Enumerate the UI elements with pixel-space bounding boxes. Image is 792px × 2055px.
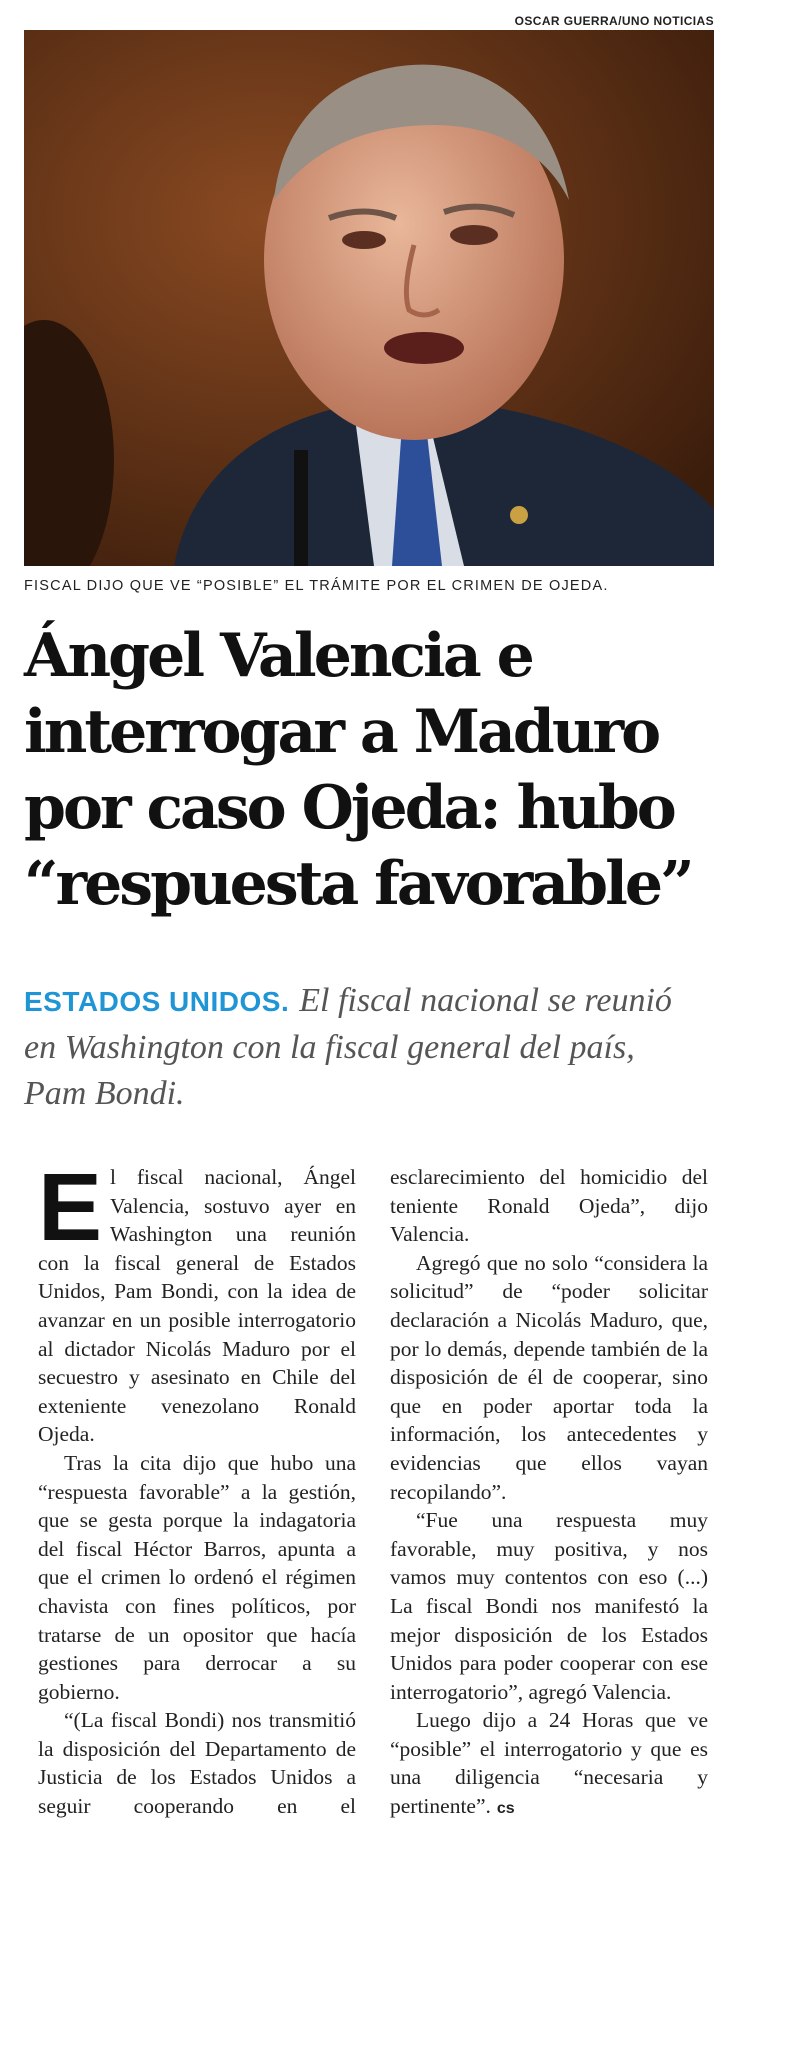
end-mark-icon: cs	[496, 1800, 515, 1818]
lede-text: El fiscal nacional se reunió en Washington con la fiscal general del país, Pam Bondi.	[24, 982, 672, 1112]
paragraph-text: Luego dijo a 24 Horas que ve “posible” el interrogatorio y que es una diligencia “necesaria y pertinente”.	[390, 1708, 708, 1819]
headline-line: Ángel Valencia e	[24, 621, 532, 691]
headline-line: por caso Ojeda: hubo	[24, 773, 674, 843]
article-paragraph: Agregó que no solo “considera la solicitud” de “poder solicitar declaración a Nicolás Maduro, que, por lo demás, depende también de la disposición de él de cooperar, sino que en poder aportar toda la información, los antecedentes y evidencias que ellos vayan recopilando”.	[390, 1250, 708, 1504]
article-paragraph: “Fue una respuesta muy favorable, muy positiva, y nos vamos muy contentos con eso (...) La fiscal Bondi nos manifestó la mejor disposición de los Estados Unidos para poder cooperar con ese interrogatorio”, agregó Valencia.	[390, 1508, 708, 1704]
article-paragraph: “(La fiscal Bondi) nos transmitió la disposición del Departamento de Justicia de los Estados Unidos a seguir cooperando en el esclarecimiento del homicidio del teniente Ronald Ojeda”, dijo Valencia.	[38, 1165, 708, 1819]
portrait-illustration	[24, 30, 714, 566]
headline-line: interrogar a Maduro	[24, 697, 659, 767]
section-kicker: ESTADOS UNIDOS.	[24, 986, 290, 1017]
article-body	[38, 1154, 708, 1963]
headline-line: “respuesta favorable”	[24, 849, 692, 919]
drop-cap: E	[38, 1154, 103, 1261]
photo-caption: FISCAL DIJO QUE VE “POSIBLE” EL TRÁMITE POR EL CRIMEN DE OJEDA.	[24, 578, 609, 594]
paragraph-text: l fiscal nacional, Ángel Valencia, sostuvo ayer en Washington una reunión con la fiscal general de Estados Unidos, Pam Bondi, con la idea de avanzar en un posible interrogatorio al dictador Nicolás Maduro por el secuestro y asesinato en Chile del exteniente venezolano Ronald Ojeda.	[38, 1165, 356, 1447]
article-paragraph	[390, 1706, 708, 1823]
article-paragraph	[38, 1154, 356, 1449]
photo-credit: OSCAR GUERRA/UNO NOTICIAS	[514, 14, 714, 28]
article-photo	[24, 30, 714, 566]
headline	[24, 618, 724, 922]
article-paragraph: Tras la cita dijo que hubo una “respuesta favorable” a la gestión, que se gesta porque la indagatoria del fiscal Héctor Barros, apunta a que el crimen lo ordenó el régimen chavista con fines políticos, por tratarse de un opositor que hacía gestiones para derrocar a su gobierno.	[38, 1450, 356, 1704]
lede	[24, 978, 704, 1117]
